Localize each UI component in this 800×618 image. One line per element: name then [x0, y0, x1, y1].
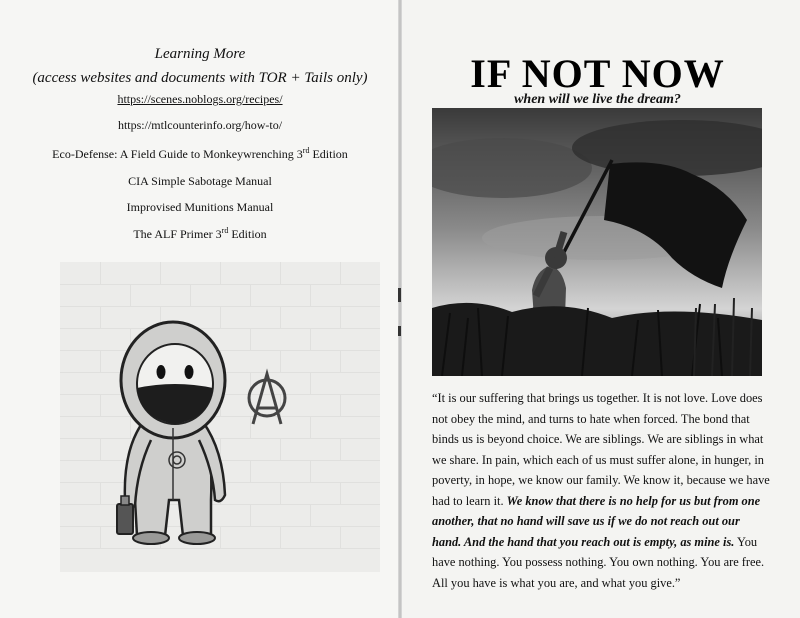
alf-primer-main: The ALF Primer 3 — [133, 227, 222, 241]
le-guin-quote — [432, 388, 772, 593]
learning-more-heading: Learning More — [154, 46, 246, 62]
eco-defense-main: Eco-Defense: A Field Guide to Monkeywrenching 3 — [52, 147, 303, 161]
eco-defense-title — [20, 146, 380, 162]
quote-bold-part: We know that there is no help for us but from one another, that no hand will save us if we do not reach out our hand. And the hand that you reach out is empty, as mine is. — [432, 493, 761, 549]
page-subtitle: when will we live the dream? — [514, 92, 681, 107]
alf-primer-sup: rd — [221, 226, 229, 235]
cia-sabotage-title: CIA Simple Sabotage Manual — [128, 174, 272, 188]
fold-mark — [398, 288, 401, 302]
flag-photo-image — [432, 108, 762, 376]
recipes-link[interactable]: https://scenes.noblogs.org/recipes/ — [117, 92, 283, 106]
spine-fold — [398, 0, 402, 618]
tor-tails-note: (access websites and documents with TOR + Tails only) — [32, 70, 368, 86]
flag-photo — [432, 108, 762, 376]
alf-primer-end: Edition — [228, 227, 267, 241]
howto-link[interactable]: https://mtlcounterinfo.org/how-to/ — [117, 118, 283, 132]
fold-mark — [398, 326, 401, 336]
eco-defense-sup: rd — [302, 146, 310, 155]
eco-defense-end: Edition — [309, 147, 348, 161]
page-title: IF NOT NOW — [470, 51, 725, 96]
alf-primer-title — [20, 226, 380, 242]
quote-part-2: You have nothing. You possess nothing. You own nothing. You are free. All you have is what you are, and what you give.” — [432, 534, 765, 590]
hooded-figure-illustration — [95, 300, 295, 550]
quote-part-1: “It is our suffering that brings us together. It is not love. Love does not obey the mind, and turns to hate when forced. The bond that binds us is beyond choice. We are siblings. We are siblings in what we share. In pain, which each of us must suffer alone, in hunger, in poverty, in hope, we know our family. We know it, because we have had to learn it. — [432, 391, 770, 508]
munitions-title: Improvised Munitions Manual — [126, 200, 274, 214]
